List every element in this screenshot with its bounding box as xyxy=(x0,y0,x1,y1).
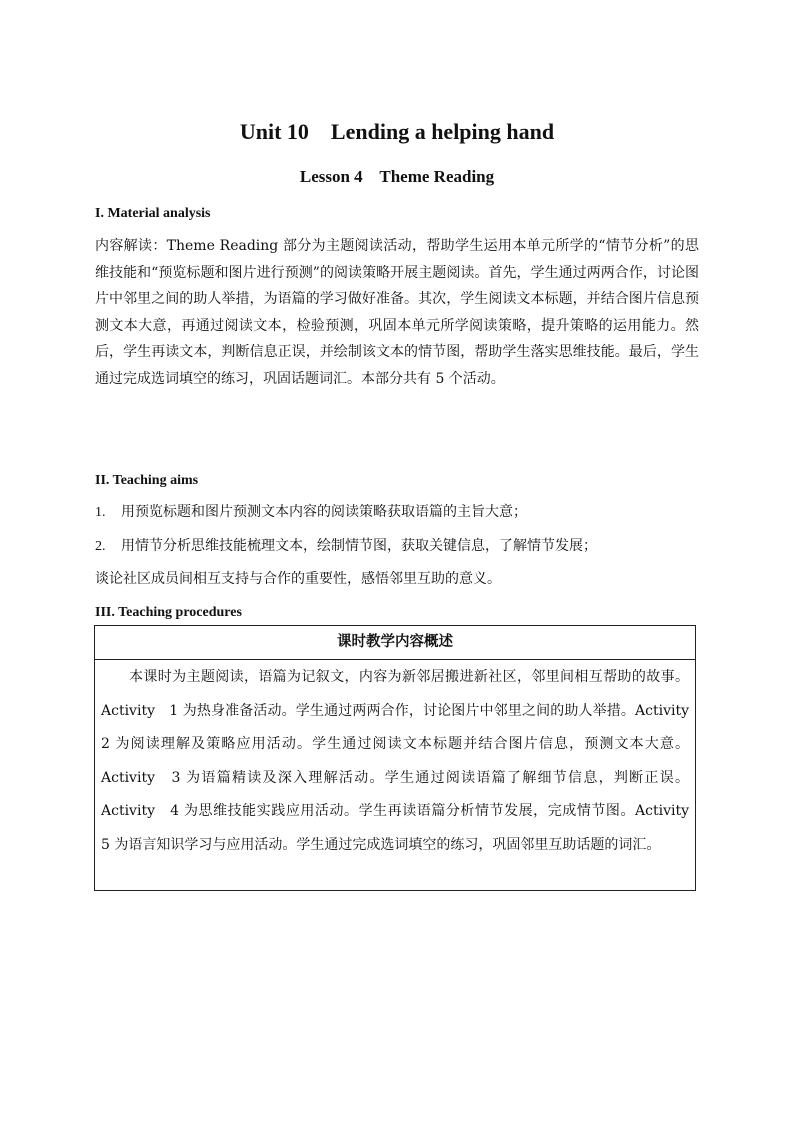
teaching-aim-extra: 谈论社区成员间相互支持与合作的重要性，感悟邻里互助的意义。 xyxy=(95,571,501,587)
section-heading-material-analysis: I. Material analysis xyxy=(95,206,211,221)
table-body-text: 本课时为主题阅读，语篇为记叙文，内容为新邻居搬进新社区，邻里间相互帮助的故事。Activity 1 为热身准备活动。学生通过两两合作，讨论图片中邻里之间的助人举措。Activity 2 为阅读理解及策略应用活动。学生通过阅读文本标题并结合图片信息，预测文本大意。Activity 3 为语篇精读及深入理解活动。学生通过阅读语篇了解细节信息，判断正误。Activity 4 为思维技能实践应用活动。学生再读语篇分析情节发展，完成情节图。Activity 5 为语言知识学习与应用活动。学生通过完成选词填空的练习，巩固邻里互助话题的词汇。 xyxy=(101,669,703,853)
lesson-subtitle: Lesson 4 Theme Reading xyxy=(299,167,495,186)
aim-number: 2. xyxy=(95,539,106,554)
section-heading-teaching-procedures: III. Teaching procedures xyxy=(95,605,242,620)
section-heading-teaching-aims: II. Teaching aims xyxy=(95,473,199,488)
teaching-aim-item xyxy=(95,536,705,557)
material-analysis-paragraph: 内容解读：Theme Reading 部分为主题阅读活动，帮助学生运用本单元所学的“情节分析”的思维技能和“预览标题和图片进行预测”的阅读策略开展主题阅读。首先，学生通过两两合作，讨论图片中邻里之间的助人举措，为语篇的学习做好准备。其次，学生阅读文本标题，并结合图片信息预测文本大意，再通过阅读文本，检验预测，巩固本单元所学阅读策略，提升策略的运用能力。然后，学生再读文本，判断信息正误，并绘制该文本的情节图，帮助学生落实思维技能。最后，学生通过完成选词填空的练习，巩固话题词汇。本部分共有 5 个活动。 xyxy=(95,238,699,387)
procedure-table xyxy=(94,625,703,891)
aim-text: 用预览标题和图片预测文本内容的阅读策略获取语篇的主旨大意； xyxy=(121,504,527,520)
aim-text: 用情节分析思维技能梳理文本，绘制情节图，获取关键信息，了解情节发展； xyxy=(121,538,597,554)
unit-title: Unit 10 Lending a helping hand xyxy=(239,119,555,144)
table-header: 课时教学内容概述 xyxy=(95,626,695,660)
aim-number: 1. xyxy=(95,505,106,520)
teaching-aim-item xyxy=(95,502,705,523)
